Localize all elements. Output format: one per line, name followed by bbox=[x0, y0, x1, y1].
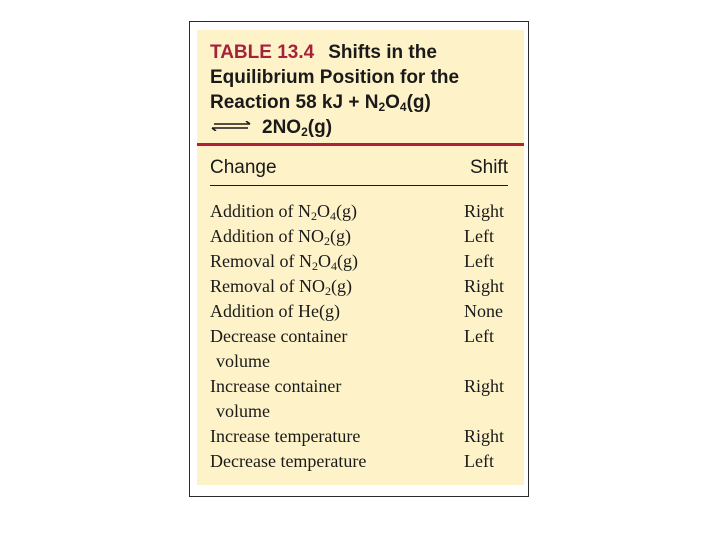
table-row bbox=[210, 249, 508, 274]
table-row bbox=[210, 424, 508, 449]
table-row bbox=[210, 224, 508, 249]
shift-cell: Right bbox=[464, 376, 505, 396]
table-header bbox=[210, 157, 508, 181]
table-row bbox=[210, 374, 508, 424]
shift-cell: None bbox=[464, 301, 503, 321]
reaction-product-line: $2NO_2(g)$ bbox=[210, 115, 515, 140]
table-title-line1: Shifts in the bbox=[328, 42, 437, 63]
reaction-product: 2NO bbox=[262, 117, 302, 138]
change-cell: Removal of $N_2O_4(g)$ bbox=[210, 251, 358, 273]
table-caption bbox=[210, 40, 515, 140]
table-label: TABLE 13.4 bbox=[210, 42, 315, 63]
change-cell: Increase temperature bbox=[210, 426, 361, 446]
column-header-change: Change bbox=[210, 157, 277, 178]
change-cell: Addition of He(g) bbox=[210, 301, 340, 321]
table-row bbox=[210, 199, 508, 224]
header-divider bbox=[210, 185, 508, 186]
red-divider bbox=[197, 143, 524, 146]
shift-cell: Right bbox=[464, 276, 505, 296]
equilibrium-arrow-icon bbox=[210, 121, 252, 131]
shift-cell: Right bbox=[464, 201, 505, 221]
table-body bbox=[210, 199, 508, 474]
table-title-line2: Equilibrium Position for the bbox=[210, 67, 460, 88]
table-row bbox=[210, 449, 508, 474]
table-row bbox=[210, 324, 508, 374]
table-row bbox=[210, 299, 508, 324]
column-header-shift: Shift bbox=[469, 157, 508, 178]
table-panel bbox=[197, 30, 524, 485]
shift-cell: Left bbox=[464, 226, 494, 246]
change-cell: Addition of $NO_2(g)$ bbox=[210, 226, 351, 248]
change-cell: Increase container volume bbox=[210, 376, 342, 421]
change-cell: Removal of $NO_2(g)$ bbox=[210, 276, 352, 298]
change-cell: Decrease temperature bbox=[210, 451, 367, 471]
change-cell: Decrease container volume bbox=[210, 326, 348, 371]
shift-cell: Left bbox=[464, 251, 494, 271]
table-row bbox=[210, 274, 508, 299]
reaction-equation: Reaction 58 kJ + $N_2O_4(g)$ bbox=[210, 92, 431, 114]
table-frame bbox=[189, 21, 529, 497]
shift-cell: Right bbox=[464, 426, 505, 446]
change-cell: Addition of $N_2O_4(g)$ bbox=[210, 201, 357, 223]
shift-cell: Left bbox=[464, 326, 494, 346]
shift-cell: Left bbox=[464, 451, 494, 471]
